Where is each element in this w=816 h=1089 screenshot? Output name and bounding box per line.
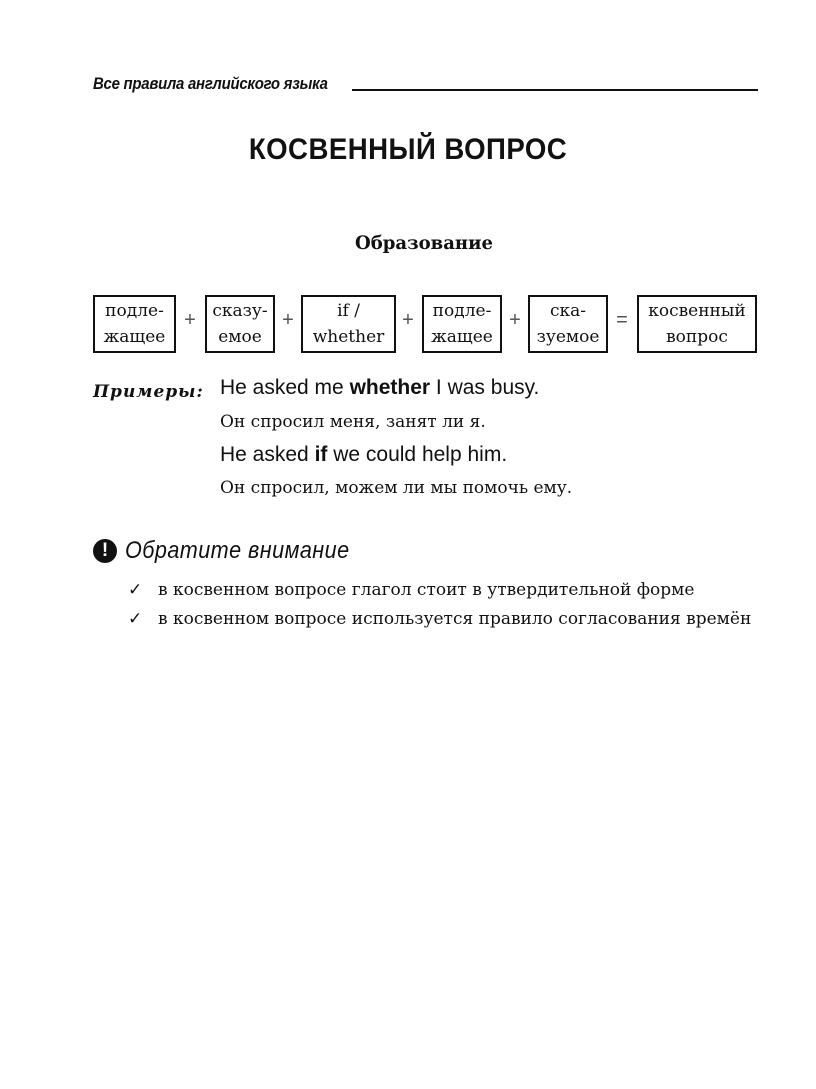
exclamation-icon: ! [93, 539, 117, 563]
formula-box-if-whether [301, 295, 396, 353]
example-text: we could help him. [327, 443, 508, 466]
formula-box-result [637, 295, 757, 353]
formula-box-line: жащее [103, 327, 166, 347]
running-head-text: Все правила английского языка [93, 74, 328, 93]
section-title: Образование [355, 232, 493, 254]
note-title: Обратите внимание [125, 537, 350, 564]
page-title: КОСВЕННЫЙ ВОПРОС [248, 133, 568, 166]
checkmark-icon: ✓ [128, 580, 143, 600]
example-english [220, 443, 507, 467]
example-text: He asked [220, 443, 315, 466]
formula-box-line: косвенный [648, 301, 746, 321]
formation-formula [93, 295, 758, 357]
note-item-text: в косвенном вопросе глагол стоит в утвердительной форме [158, 580, 695, 600]
running-head [93, 70, 758, 94]
formula-box-line: емое [218, 327, 262, 347]
note-item-text: в косвенном вопросе используется правило согласования времён [158, 609, 752, 629]
example-translation: Он спросил меня, занят ли я. [220, 412, 486, 432]
formula-box-line: подле- [105, 301, 164, 321]
note-item [128, 605, 760, 634]
formula-box-line: подле- [432, 301, 492, 321]
formula-box-predicate [205, 295, 275, 353]
formula-box-subject [93, 295, 176, 353]
checkmark-icon: ✓ [128, 609, 143, 629]
example-keyword: whether [349, 376, 431, 399]
example-text: He asked me [220, 376, 350, 399]
example-text: I was busy. [430, 376, 540, 399]
examples-label: Примеры: [93, 382, 204, 402]
formula-box-line: ска- [549, 301, 587, 321]
example-keyword: if [314, 443, 328, 466]
example-translation: Он спросил, можем ли мы помочь ему. [220, 478, 573, 498]
note-item [128, 576, 760, 605]
plus-operator: + [402, 309, 414, 331]
formula-box-line: жащее [431, 327, 493, 347]
note-list [128, 576, 760, 634]
formula-box-line: if / [337, 301, 360, 321]
plus-operator: + [282, 309, 294, 331]
formula-box-line: зуемое [536, 327, 600, 347]
formula-box-predicate-2 [528, 295, 608, 353]
plus-operator: + [184, 309, 196, 331]
formula-box-line: вопрос [666, 327, 728, 347]
equals-operator: = [616, 309, 628, 331]
plus-operator: + [509, 309, 521, 331]
formula-box-subject-2 [422, 295, 502, 353]
example-english [220, 376, 539, 400]
formula-box-line: whether [312, 327, 385, 347]
formula-box-line: сказу- [212, 301, 268, 321]
note-header [93, 537, 375, 565]
running-head-rule [352, 89, 758, 91]
